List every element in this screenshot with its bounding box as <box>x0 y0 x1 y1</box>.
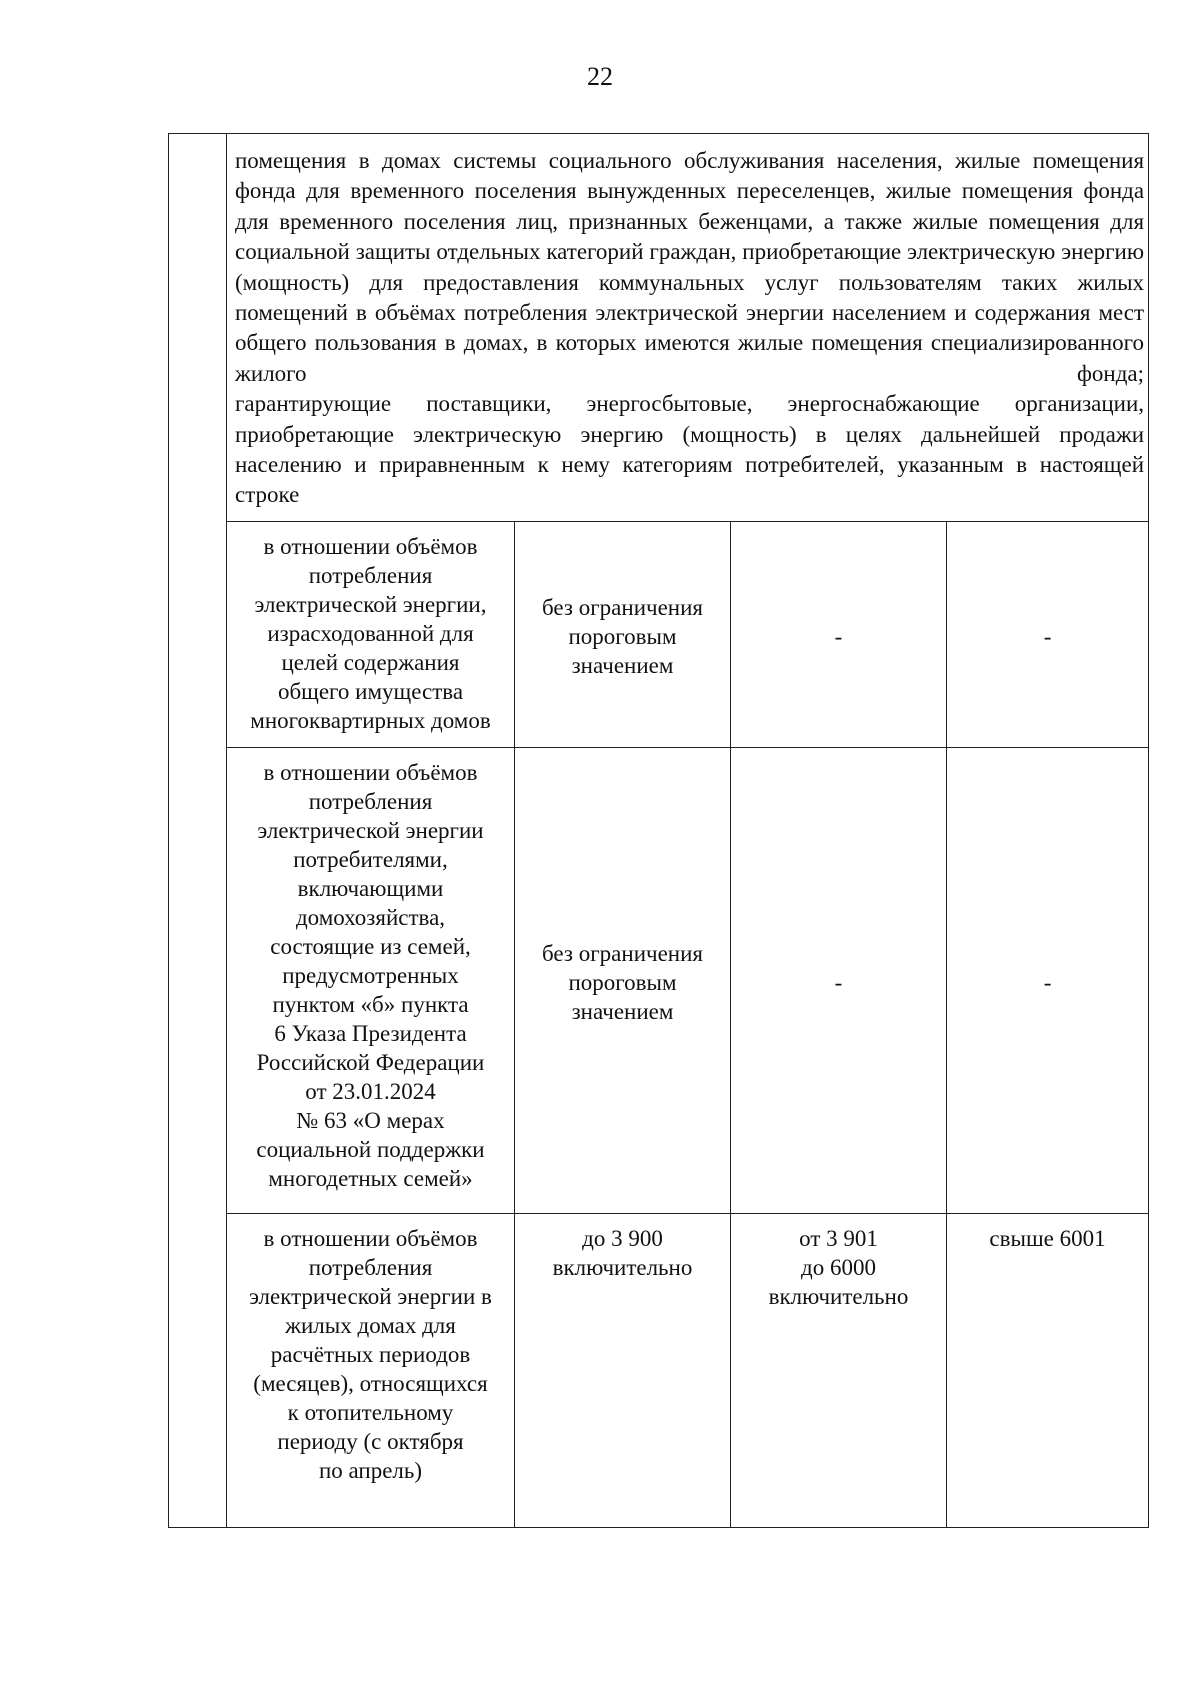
threshold-range-2: - <box>731 521 947 747</box>
page-number: 22 <box>587 62 613 91</box>
threshold-range-1: до 3 900 включительно <box>515 1213 731 1527</box>
row-number-cell <box>169 134 227 1528</box>
intro-cell <box>227 134 1149 522</box>
intro-paragraph: гарантирующие поставщики, энергосбытовые, энергоснабжающие организации, приобретающие электрическую энергию (мощность) в целях дальнейшей продажи населению и приравненным к нему категориям потребителей, указанным в настоящей строке <box>235 391 1145 508</box>
table-row <box>169 747 1149 1213</box>
threshold-range-2: от 3 901 до 6000 включительно <box>731 1213 947 1527</box>
intro-paragraph: помещения в домах системы социального обслуживания населения, жилые помещения фонда для временного поселения вынужденных переселенцев, жилые помещения фонда для временного поселения лиц, признанных беженцами, а также жилые помещения для социальной защиты отдельных категорий граждан, приобретающие электрическую энергию (мощность) для предоставления коммунальных услуг пользователям таких жилых помещений в объёмах потребления электрической энергии населением и содержания мест общего пользования в домах, в которых имеются жилые помещения специализированного жилого фонда; <box>235 148 1145 386</box>
threshold-range-1: без ограничения пороговым значением <box>515 747 731 1213</box>
intro-row <box>169 134 1149 522</box>
tariff-table <box>168 133 1149 1528</box>
table-row <box>169 521 1149 747</box>
threshold-range-1: без ограничения пороговым значением <box>515 521 731 747</box>
row-description: в отношении объёмов потребления электрической энергии в жилых домах для расчётных периодов (месяцев), относящихся к отопительному периоду (с октября по апрель) <box>227 1213 515 1527</box>
row-description: в отношении объёмов потребления электрической энергии потребителями, включающими домохозяйства, состоящие из семей, предусмотренных пунктом «б» пункта 6 Указа Президента Российской Федерации от 23.01.2024 № 63 «О мерах социальной поддержки многодетных семей» <box>227 747 515 1213</box>
threshold-range-3: - <box>947 521 1149 747</box>
threshold-range-2: - <box>731 747 947 1213</box>
row-description: в отношении объёмов потребления электрической энергии, израсходованной для целей содержания общего имущества многоквартирных домов <box>227 521 515 747</box>
table-row <box>169 1213 1149 1527</box>
threshold-range-3: свыше 6001 <box>947 1213 1149 1527</box>
threshold-range-3: - <box>947 747 1149 1213</box>
